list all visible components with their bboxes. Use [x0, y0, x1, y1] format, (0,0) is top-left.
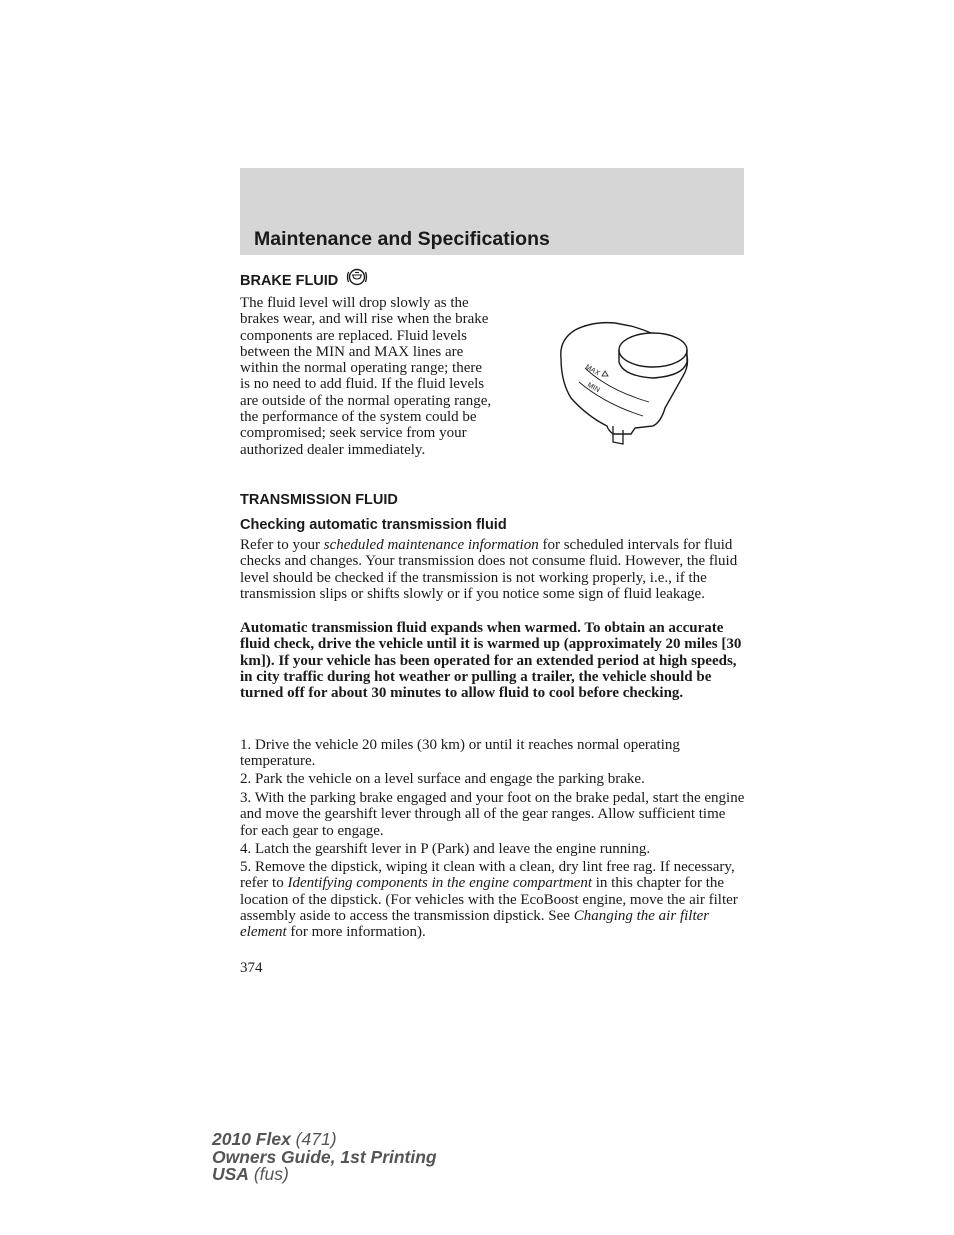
min-line-label: MIN	[586, 381, 601, 395]
brake-fluid-heading-text: BRAKE FLUID	[240, 272, 339, 289]
footer-market-code: (fus)	[248, 1164, 289, 1184]
footer-line-1	[212, 1131, 437, 1149]
brake-fluid-paragraph: The fluid level will drop slowly as the brakes wear, and will rise when the brake components are replaced. Fluid levels between the MIN and MAX lines are within the normal operating range; there is no need to add fluid. If the fluid levels are outside of the normal operating range, the performance of the system could be compromised; seek service from your authorized dealer immediately.	[240, 295, 492, 458]
step-5-italic-reference-2: Changing the air filter element	[240, 907, 710, 941]
step-5-text-a: 5. Remove the dipstick, wiping it clean with a clean, dry lint free rag. If necessary, refer to	[240, 859, 735, 892]
footer-model: 2010 Flex	[212, 1129, 291, 1149]
step-5-text-c: for more information).	[286, 924, 426, 941]
section-header-bar	[240, 168, 744, 255]
page-number: 374	[240, 960, 263, 976]
intro-text-start: Refer to your	[240, 537, 324, 553]
max-line-label: MAX	[584, 363, 601, 378]
brake-fluid-warning-icon	[346, 268, 368, 290]
intro-text-end: for scheduled intervals for fluid checks and changes. Your transmission does not consume fluid. However, the fluid level should be checked if the transmission is not working properly, i.e., if the transmission slips or shifts slowly or if you notice some sign of fluid leakage.	[240, 537, 738, 602]
footer-model-code: (471)	[290, 1129, 337, 1149]
step-5-text-b: in this chapter for the location of the dipstick. (For vehicles with the EcoBoost engine, move the air filter assembly aside to access the transmission dipstick. See	[240, 875, 738, 924]
intro-italic-reference: scheduled maintenance information	[323, 537, 539, 553]
step-2: 2. Park the vehicle on a level surface and engage the parking brake.	[240, 771, 645, 787]
step-1: 1. Drive the vehicle 20 miles (30 km) or until it reaches normal operating temperature.	[240, 737, 680, 770]
footer-line-2: Owners Guide, 1st Printing	[212, 1146, 437, 1167]
step-5-italic-reference-1: Identifying components in the engine compartment	[287, 875, 592, 892]
step-5	[240, 859, 746, 940]
step-4: 4. Latch the gearshift lever in P (Park) and leave the engine running.	[240, 841, 651, 857]
transmission-check-subheading: Checking automatic transmission fluid	[240, 517, 507, 533]
footer-line-3	[212, 1166, 437, 1184]
footer-market: USA	[212, 1164, 249, 1184]
transmission-intro-paragraph	[240, 537, 746, 602]
step-3: 3. With the parking brake engaged and your foot on the brake pedal, start the engine and move the gearshift lever through all of the gear ranges. Allow sufficient time for each gear to engage.	[240, 790, 745, 839]
transmission-warning-paragraph: Automatic transmission fluid expands when warmed. To obtain an accurate fluid check, drive the vehicle until it is warmed up (approximately 20 miles [30 km]). If your vehicle has been operated for an extended period at high speeds, in city traffic during hot weather or pulling a trailer, the vehicle should be turned off for about 30 minutes to allow fluid to cool before checking.	[240, 620, 742, 702]
document-footer	[212, 1131, 437, 1184]
transmission-fluid-heading: TRANSMISSION FLUID	[240, 492, 398, 508]
brake-fluid-heading	[240, 270, 368, 292]
section-title: Maintenance and Specifications	[254, 228, 550, 250]
brake-fluid-reservoir-illustration	[553, 318, 693, 448]
